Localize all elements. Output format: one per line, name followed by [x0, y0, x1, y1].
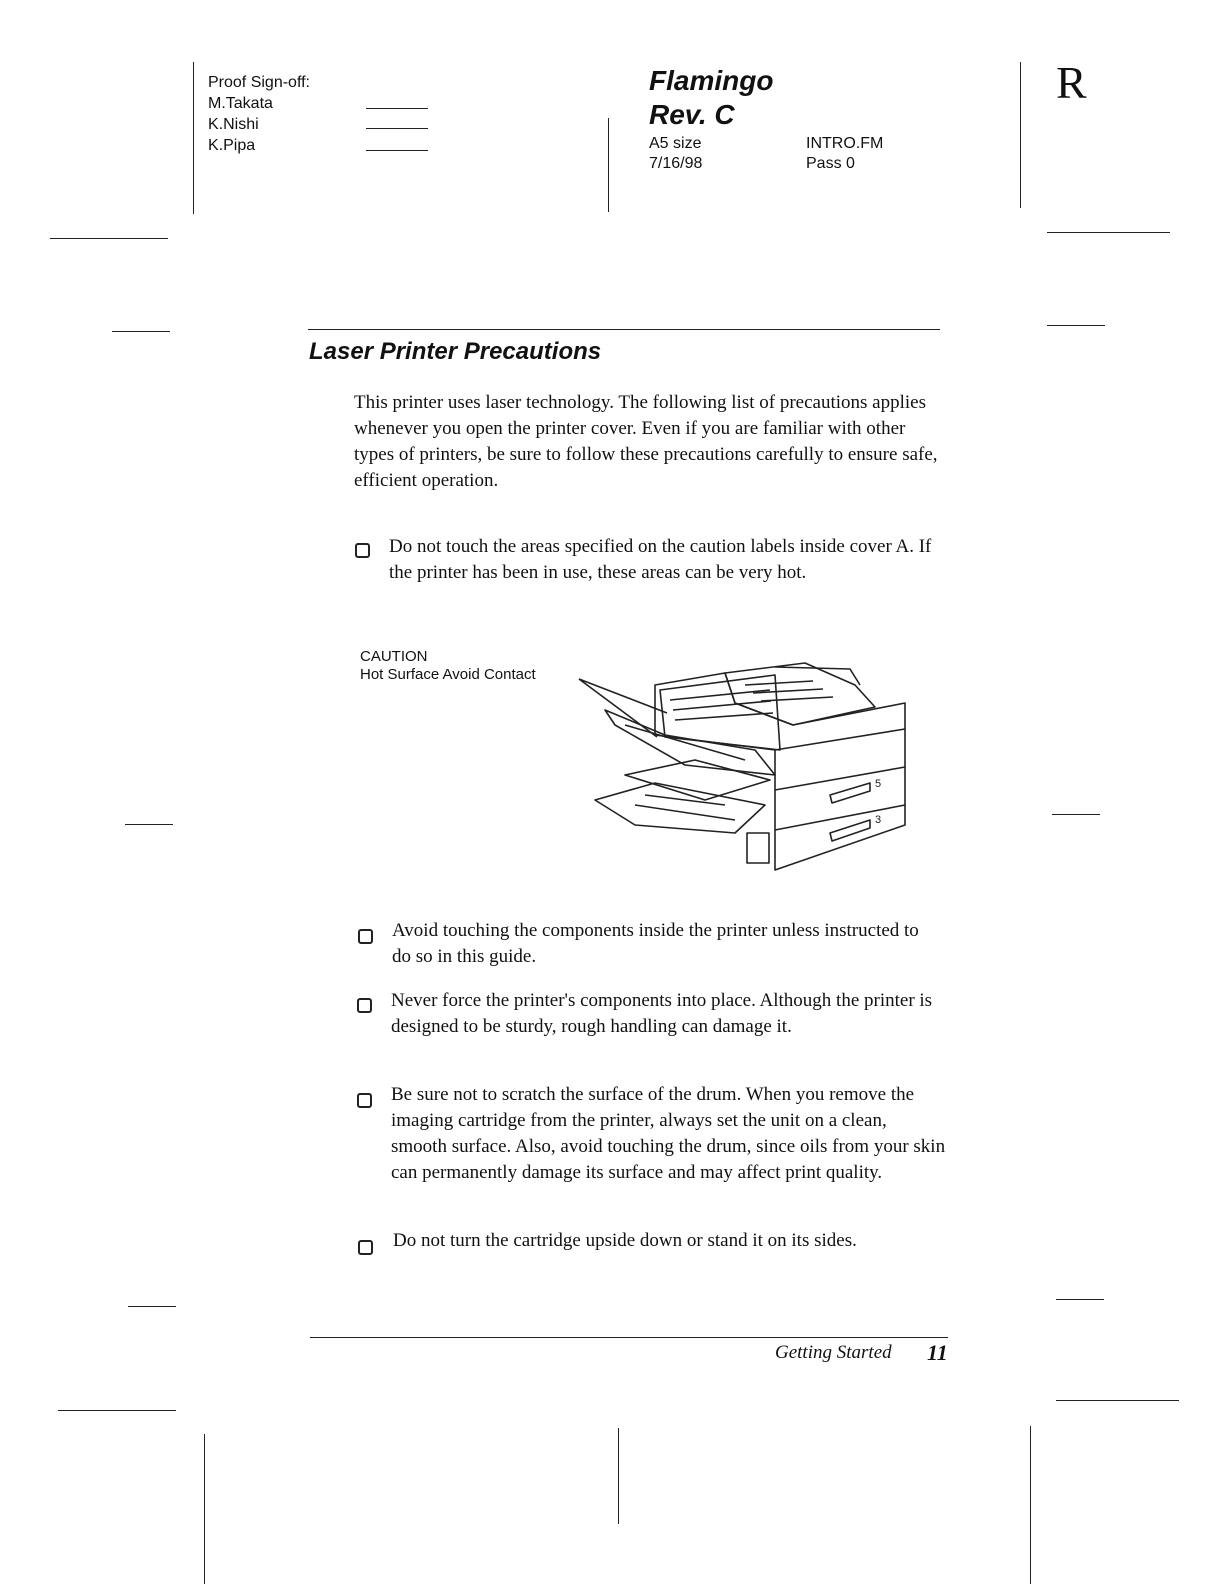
crop-mark: [1047, 325, 1105, 326]
doc-title: [649, 64, 773, 132]
cassette-handle: [830, 783, 870, 803]
chapter-name: Getting Started: [775, 1342, 892, 1363]
signature-line: [366, 128, 428, 129]
doc-revision: Rev. C: [649, 99, 735, 130]
crop-mark: [1056, 1299, 1104, 1300]
doc-title-name: Flamingo: [649, 65, 774, 96]
crop-mark: [1047, 232, 1170, 233]
checkbox-icon: [355, 543, 370, 558]
file-name: INTRO.FM: [806, 135, 884, 152]
mp-tray: [595, 783, 765, 833]
proof-signoff: [208, 72, 310, 156]
caution-leader-line: [579, 679, 667, 713]
bullet-text: Do not turn the cartridge upside down or stand it on its sides.: [393, 1230, 857, 1251]
crop-mark: [204, 1434, 205, 1584]
printer-body: [655, 673, 905, 870]
crop-mark: [1052, 814, 1100, 815]
crop-mark: [125, 824, 173, 825]
signoff-name: K.Nishi: [208, 116, 259, 133]
signature-line: [366, 108, 428, 109]
caution-label: [360, 648, 536, 684]
caution-title: CAUTION: [360, 648, 428, 665]
corner-mark: R: [1056, 57, 1087, 108]
bullet-text: Be sure not to scratch the surface of the drum. When you remove the imaging cartridge from the printer, always set the unit on a clean, smooth surface. Also, avoid touching the drum, since oils from your skin can permanently damage its surface and may affect print quality.: [391, 1084, 946, 1183]
crop-mark: [193, 62, 194, 214]
crop-mark: [618, 1428, 619, 1524]
doc-date: 7/16/98: [649, 155, 703, 172]
bullet-text: Do not touch the areas specified on the caution labels inside cover A. If the printer has been in use, these areas can be very hot.: [389, 536, 932, 583]
intro-paragraph: This printer uses laser technology. The following list of precautions applies whenever you open the printer cover. Even if you are familiar with other types of printers, be sure to follow these precautions carefully to ensure safe, efficient operation.: [354, 392, 938, 491]
checkbox-icon: [357, 1093, 372, 1108]
cassette-handle: [830, 820, 870, 841]
footer-rule: [310, 1337, 948, 1338]
bullet-text: Never force the printer's components into place. Although the printer is designed to be sturdy, rough handling can damage it.: [391, 990, 933, 1037]
caution-leader-line: [579, 679, 657, 737]
crop-mark: [50, 238, 168, 239]
tray-support: [747, 833, 769, 863]
checkbox-icon: [358, 929, 373, 944]
signoff-name: K.Pipa: [208, 137, 256, 154]
checkbox-icon: [357, 998, 372, 1013]
svg-text:5: 5: [875, 778, 882, 790]
crop-mark: [112, 331, 170, 332]
caution-text: Hot Surface Avoid Contact: [360, 666, 536, 683]
section-rule: [308, 329, 940, 330]
pass-number: Pass 0: [806, 155, 855, 172]
section-title: Laser Printer Precautions: [309, 338, 602, 365]
printer-illustration: [575, 655, 915, 880]
page-size: A5 size: [649, 135, 702, 152]
bullet-text: Avoid touching the components inside the printer unless instructed to do so in this guide.: [392, 920, 919, 967]
crop-mark: [128, 1306, 176, 1307]
cover-a-door: [605, 710, 775, 775]
crop-mark: [58, 1410, 176, 1411]
signature-line: [366, 150, 428, 151]
page-number: 11: [927, 1340, 948, 1365]
signoff-name: M.Takata: [208, 95, 273, 112]
crop-mark: [1020, 62, 1021, 208]
crop-mark: [608, 118, 609, 212]
signoff-label: Proof Sign-off:: [208, 74, 310, 91]
svg-text:3: 3: [875, 814, 882, 826]
crop-mark: [1030, 1426, 1031, 1584]
crop-mark: [1056, 1400, 1179, 1401]
checkbox-icon: [358, 1240, 373, 1255]
